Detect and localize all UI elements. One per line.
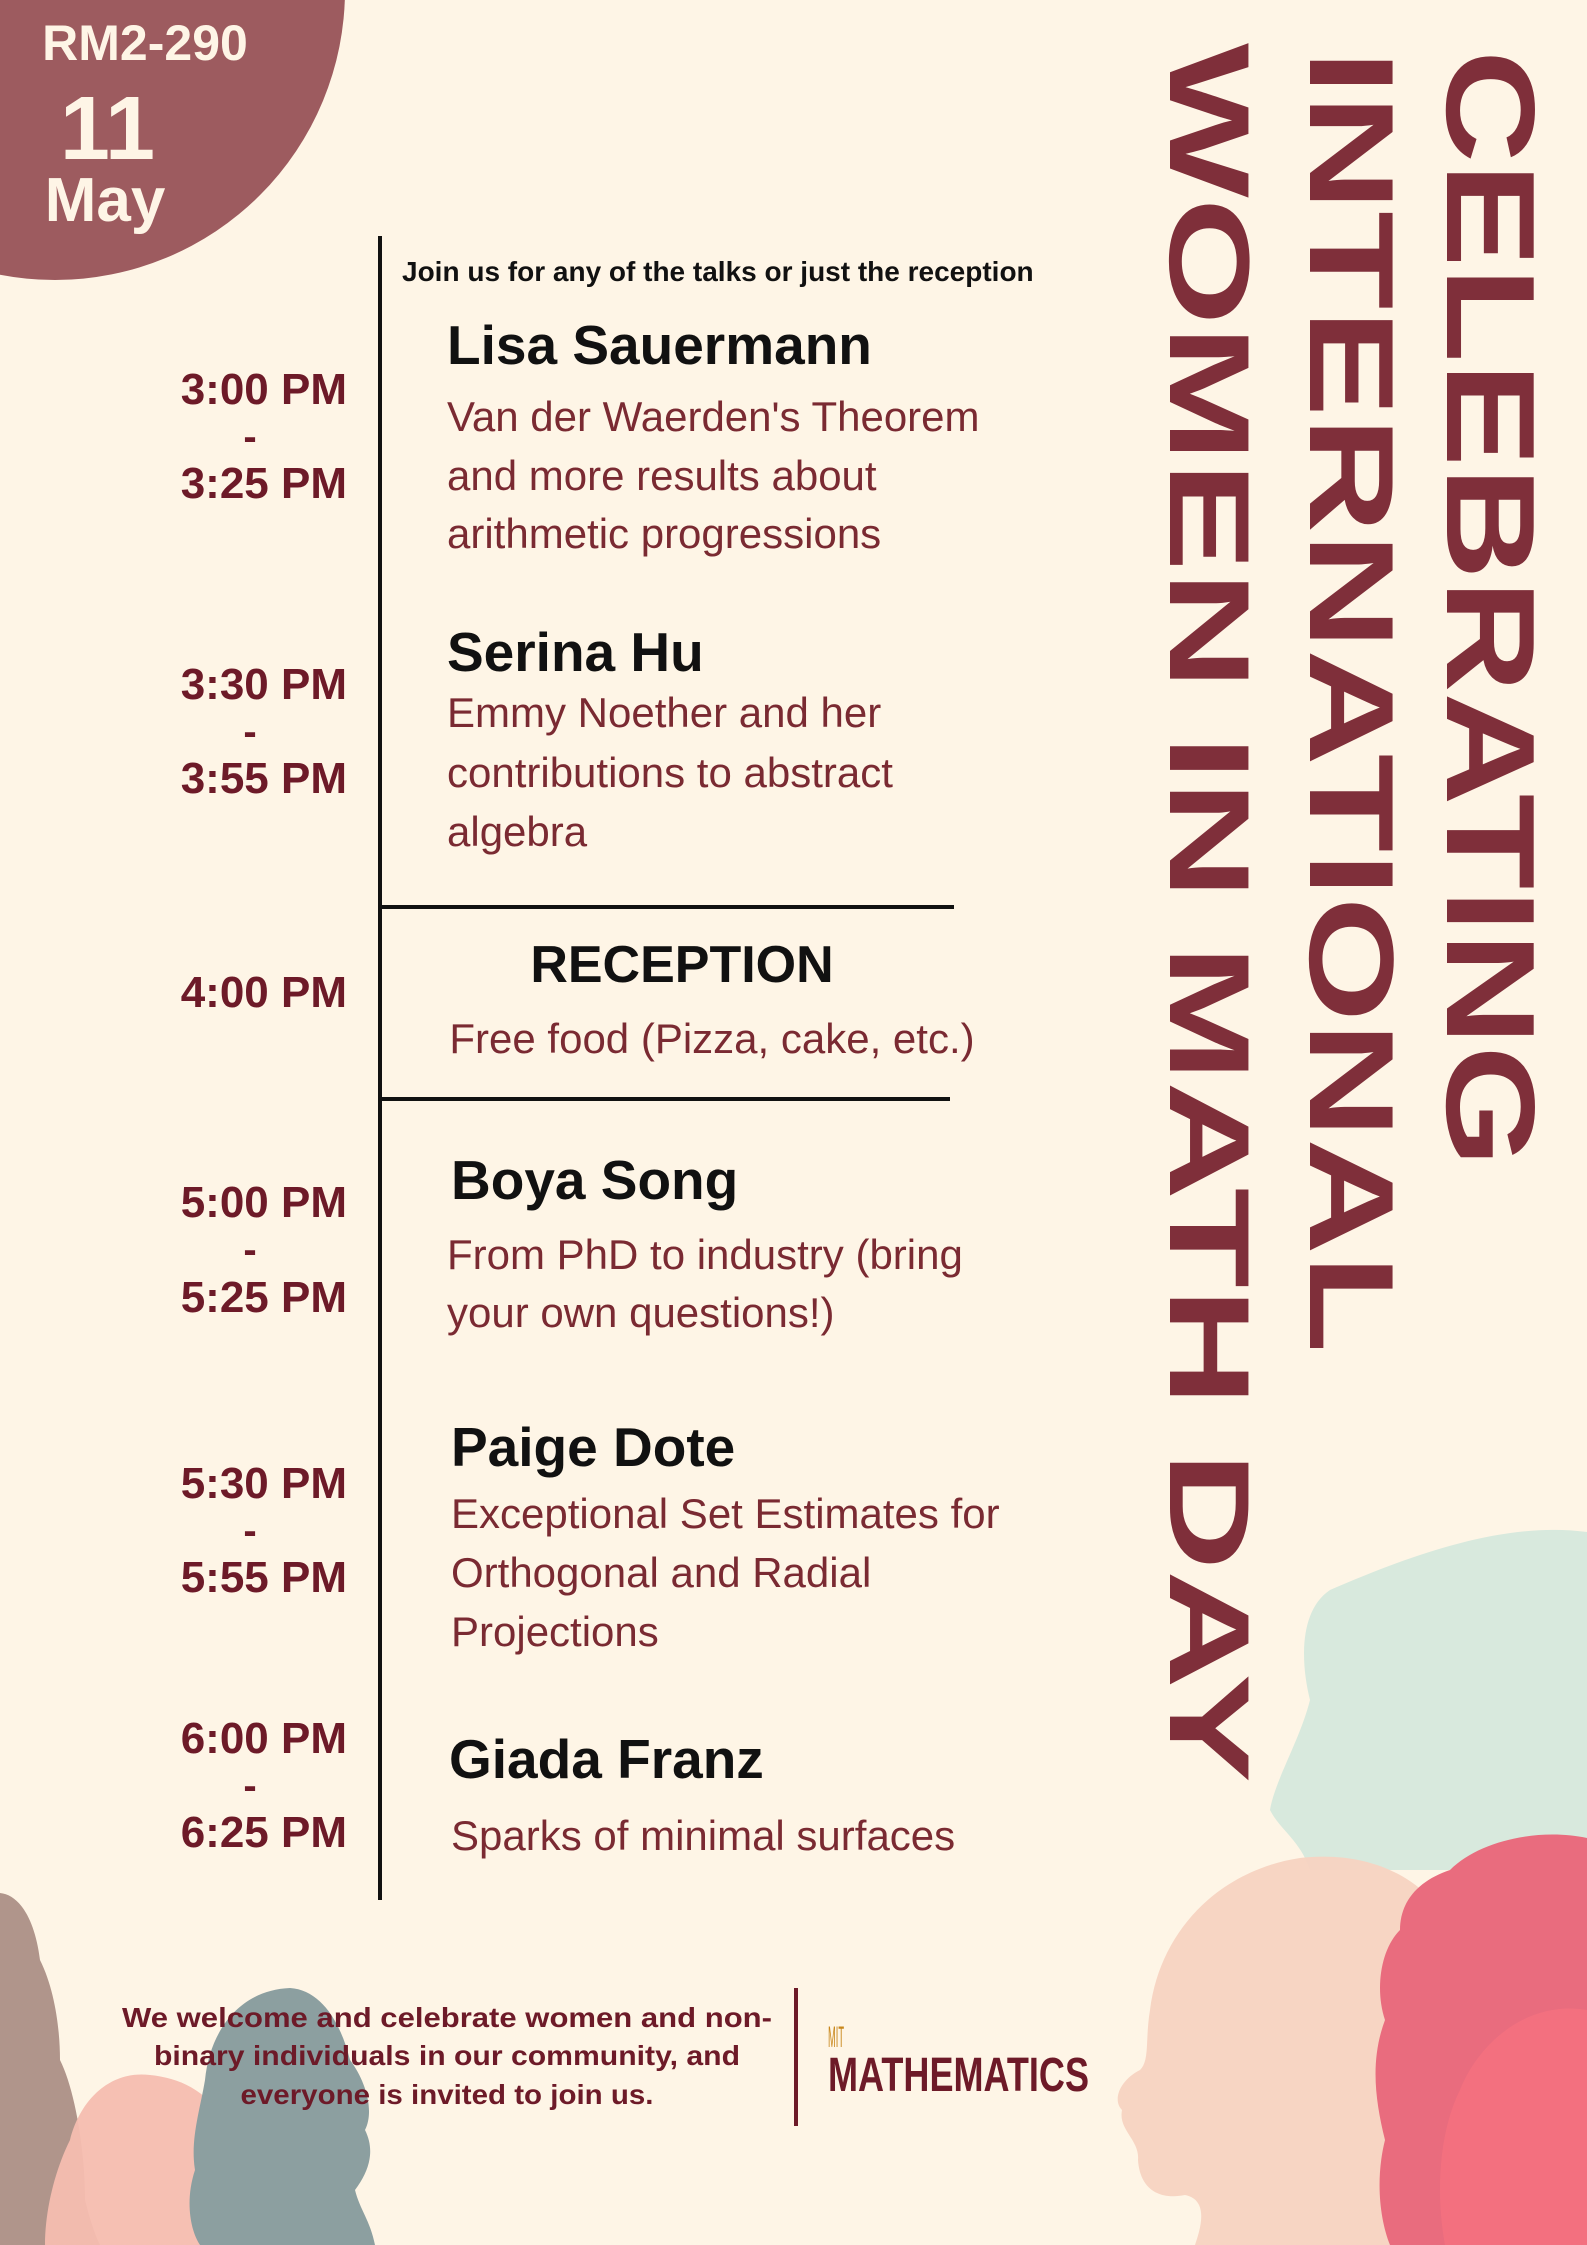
start-time: 3:00 PM: [180, 365, 347, 414]
welcome-text-line: binary individuals in our community, and: [154, 2040, 740, 2071]
reception-detail: Free food (Pizza, cake, etc.): [449, 1015, 975, 1062]
welcome-text-line: everyone is invited to join us.: [240, 2079, 654, 2110]
welcome-text-line: We welcome and celebrate women and non-: [122, 2002, 772, 2033]
title-line-celebrating: CELEBRATING: [1420, 50, 1561, 951]
title-line-women-in-math-day: WOMEN IN MATH DAY: [1145, 43, 1272, 1253]
start-time: 5:00 PM: [180, 1178, 347, 1227]
title-line-international: INTERNATIONAL: [1284, 50, 1418, 1022]
end-time: 5:55 PM: [180, 1553, 347, 1602]
end-time: 3:25 PM: [180, 459, 347, 508]
talk-title-line: contributions to abstract: [447, 749, 893, 796]
end-time: 6:25 PM: [180, 1808, 347, 1857]
talk-title-line: Orthogonal and Radial: [451, 1549, 872, 1596]
talk-title-line: Emmy Noether and her: [447, 689, 882, 736]
logo-mathematics: MATHEMATICS: [828, 2049, 1089, 2102]
talk-title-line: Exceptional Set Estimates for: [451, 1490, 1000, 1537]
time-separator: -: [243, 1764, 257, 1808]
talk-title-line: algebra: [447, 808, 588, 855]
reception-title: RECEPTION: [530, 936, 834, 994]
time-separator: -: [243, 1228, 257, 1272]
start-time: 6:00 PM: [180, 1714, 347, 1763]
talk-title-line: From PhD to industry (bring: [447, 1231, 963, 1278]
speaker-name: Lisa Sauermann: [447, 314, 872, 376]
date-month: May: [44, 166, 166, 235]
intro-text: Join us for any of the talks or just the reception: [402, 256, 1034, 287]
end-time: 5:25 PM: [180, 1273, 347, 1322]
start-time: 5:30 PM: [180, 1459, 347, 1508]
reception-time: 4:00 PM: [180, 968, 347, 1017]
talk-title-line: arithmetic progressions: [447, 510, 882, 557]
speaker-name: Giada Franz: [449, 1728, 764, 1790]
talk-title-line: your own questions!): [447, 1289, 835, 1336]
talk-title-line: Van der Waerden's Theorem: [447, 393, 980, 440]
time-separator: -: [243, 415, 257, 459]
logo-mit: MIT: [828, 2021, 844, 2054]
speaker-name: Paige Dote: [451, 1416, 736, 1478]
speaker-name: Boya Song: [451, 1149, 739, 1211]
end-time: 3:55 PM: [180, 754, 347, 803]
room-label: RM2-290: [42, 15, 248, 71]
footer-divider: [794, 1988, 798, 2126]
talk-title-line: Sparks of minimal surfaces: [451, 1812, 956, 1859]
date-day: 11: [59, 79, 156, 179]
time-separator: -: [243, 1509, 257, 1553]
time-separator: -: [243, 710, 257, 754]
talk-title-line: Projections: [451, 1608, 659, 1655]
speaker-name: Serina Hu: [447, 621, 704, 683]
talk-title-line: and more results about: [447, 452, 877, 499]
start-time: 3:30 PM: [180, 660, 347, 709]
